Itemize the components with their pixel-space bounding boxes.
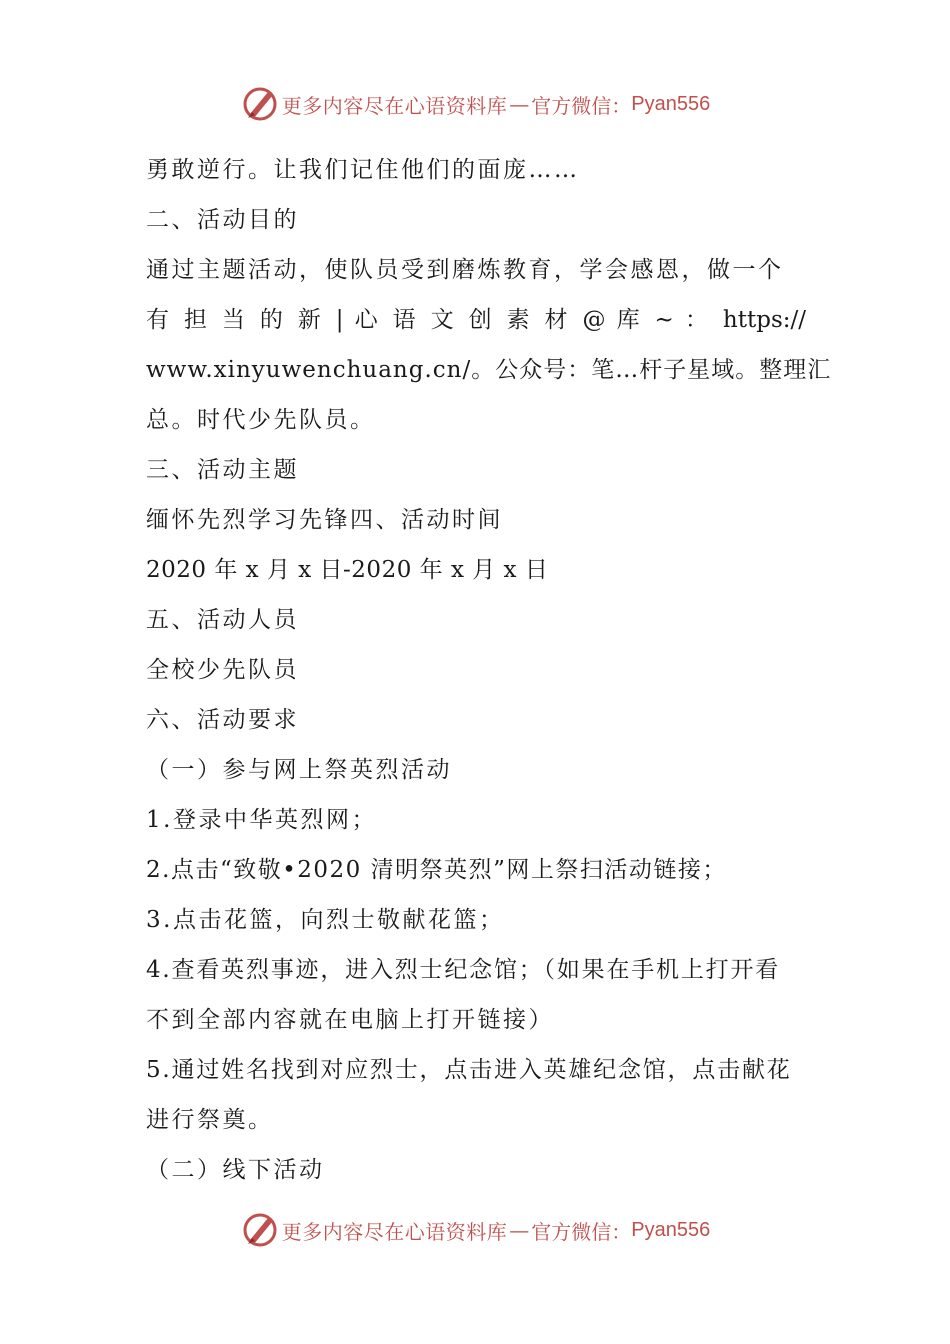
section-heading: 六、活动要求 <box>146 707 299 733</box>
banner-separator: — <box>509 92 530 116</box>
list-item: 4.查看英烈事迹，进入烈士纪念馆；（如果在手机上打开看 <box>146 957 781 983</box>
banner-wechat-id: Pyan556 <box>631 92 711 115</box>
text-line: 全校少先队员 <box>146 657 299 683</box>
list-item: 5.通过姓名找到对应烈士，点击进入英雄纪念馆，点击献花 <box>146 1057 792 1083</box>
list-item: 3.点击花篮，向烈士敬献花篮； <box>146 907 505 933</box>
list-item-continuation: 不到全部内容就在电脑上打开链接） <box>146 1007 554 1033</box>
pen-logo-icon <box>240 1210 280 1250</box>
section-heading: 三、活动主题 <box>146 457 299 483</box>
text-line: 勇敢逆行。让我们记住他们的面庞…… <box>146 157 580 183</box>
banner-wechat-label: 官方微信： <box>531 1219 632 1244</box>
banner-wechat-label: 官方微信： <box>531 93 632 118</box>
header-banner <box>0 82 950 126</box>
banner-separator: — <box>509 1218 530 1242</box>
footer-banner <box>0 1208 950 1252</box>
banner-slogan: 更多内容尽在心语资料库 <box>281 93 508 118</box>
date-line: 2020 年 x 月 x 日-2020 年 x 月 x 日 <box>146 557 549 583</box>
text-line: www.xinyuwenchuang.cn/。公众号：笔…杆子星域。整理汇 <box>146 357 832 383</box>
banner-wechat-id: Pyan556 <box>631 1218 711 1241</box>
list-item-continuation: 进行祭奠。 <box>146 1107 274 1133</box>
list-item: 2.点击“致敬•2020 清明祭英烈”网上祭扫活动链接； <box>146 857 727 883</box>
section-heading: 二、活动目的 <box>146 207 299 233</box>
list-item: 1.登录中华英烈网； <box>146 807 377 833</box>
subsection-heading: （一）参与网上祭英烈活动 <box>146 757 452 783</box>
section-heading: 五、活动人员 <box>146 607 299 633</box>
text-line: 缅怀先烈学习先锋四、活动时间 <box>146 507 503 533</box>
text-line: 有 担 当 的 新 | 心 语 文 创 素 材 @ 库 ~ ： https:// <box>146 307 806 333</box>
document-body <box>146 145 832 1195</box>
text-line: 总。时代少先队员。 <box>146 407 376 433</box>
text-line: 通过主题活动，使队员受到磨炼教育，学会感恩，做一个 <box>146 257 784 283</box>
banner-slogan: 更多内容尽在心语资料库 <box>281 1219 508 1244</box>
pen-logo-icon <box>240 84 280 124</box>
subsection-heading: （二）线下活动 <box>146 1157 325 1183</box>
